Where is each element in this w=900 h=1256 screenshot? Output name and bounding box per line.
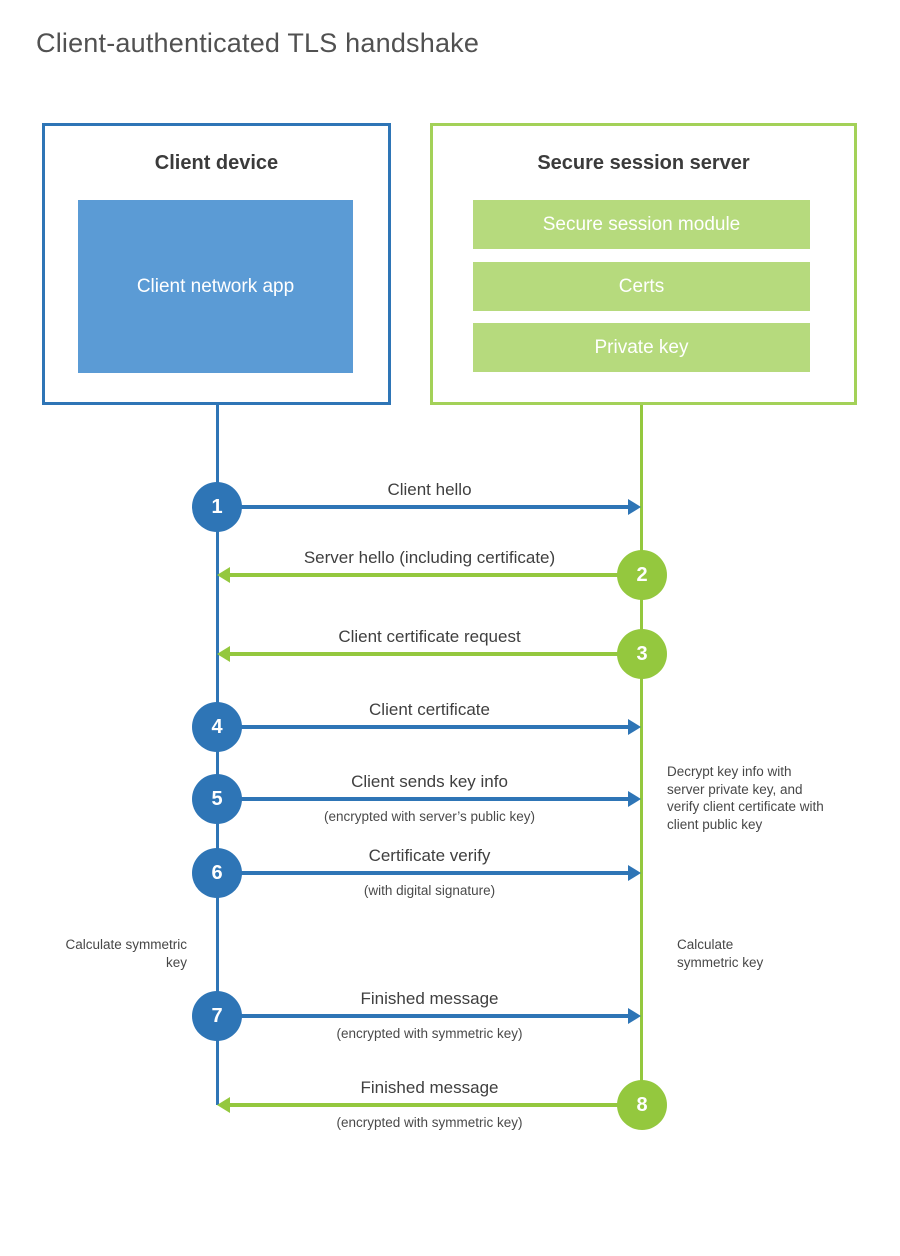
step-number-badge: 5 <box>192 774 242 824</box>
arrow-head-left-icon <box>217 1097 230 1113</box>
arrow-line <box>217 871 630 875</box>
arrow-head-left-icon <box>217 567 230 583</box>
arrow-head-left-icon <box>217 646 230 662</box>
arrow-head-right-icon <box>628 719 641 735</box>
arrow-line <box>229 573 642 577</box>
arrow-line <box>217 1014 630 1018</box>
secure-session-server-box <box>430 123 857 405</box>
step-number-badge: 2 <box>617 550 667 600</box>
calculate-symmetric-key-note-server: Calculate symmetric key <box>677 937 764 970</box>
step-sublabel: (encrypted with server’s public key) <box>323 809 536 824</box>
step-number-badge: 8 <box>617 1080 667 1130</box>
step-label: Certificate verify <box>368 846 491 865</box>
step-label: Client certificate <box>369 700 490 719</box>
arrow-line <box>217 797 630 801</box>
step-number-badge: 4 <box>192 702 242 752</box>
step-label: Client hello <box>387 480 472 499</box>
step-label: Server hello (including certificate) <box>303 548 556 567</box>
step-label: Client certificate request <box>338 627 521 646</box>
arrow-line <box>229 652 642 656</box>
step-sublabel: (encrypted with symmetric key) <box>336 1115 523 1130</box>
arrow-line <box>217 725 630 729</box>
step-number-badge: 3 <box>617 629 667 679</box>
client-network-app-box: Client network app <box>78 200 353 373</box>
arrow-head-right-icon <box>628 865 641 881</box>
decrypt-key-info-note: Decrypt key info with server private key, and verify client certificate with client public key <box>667 764 824 832</box>
arrow-line <box>229 1103 642 1107</box>
step-number-badge: 6 <box>192 848 242 898</box>
server-module-secure-session-module: Secure session module <box>473 200 810 249</box>
step-label: Finished message <box>360 1078 499 1097</box>
step-number-badge: 1 <box>192 482 242 532</box>
arrow-line <box>217 505 630 509</box>
calculate-symmetric-key-note-client: Calculate symmetric key <box>65 937 187 970</box>
step-label: Finished message <box>360 989 499 1008</box>
step-number-badge: 7 <box>192 991 242 1041</box>
arrow-head-right-icon <box>628 1008 641 1024</box>
page-title: Client-authenticated TLS handshake <box>36 28 480 58</box>
step-sublabel: (with digital signature) <box>363 883 496 898</box>
arrow-head-right-icon <box>628 791 641 807</box>
step-label: Client sends key info <box>351 772 508 791</box>
step-sublabel: (encrypted with symmetric key) <box>336 1026 523 1041</box>
client-device-title: Client device <box>154 152 279 174</box>
server-module-private-key: Private key <box>473 323 810 372</box>
secure-session-server-title: Secure session server <box>537 152 750 174</box>
client-device-box <box>42 123 391 405</box>
server-module-certs: Certs <box>473 262 810 311</box>
arrow-head-right-icon <box>628 499 641 515</box>
